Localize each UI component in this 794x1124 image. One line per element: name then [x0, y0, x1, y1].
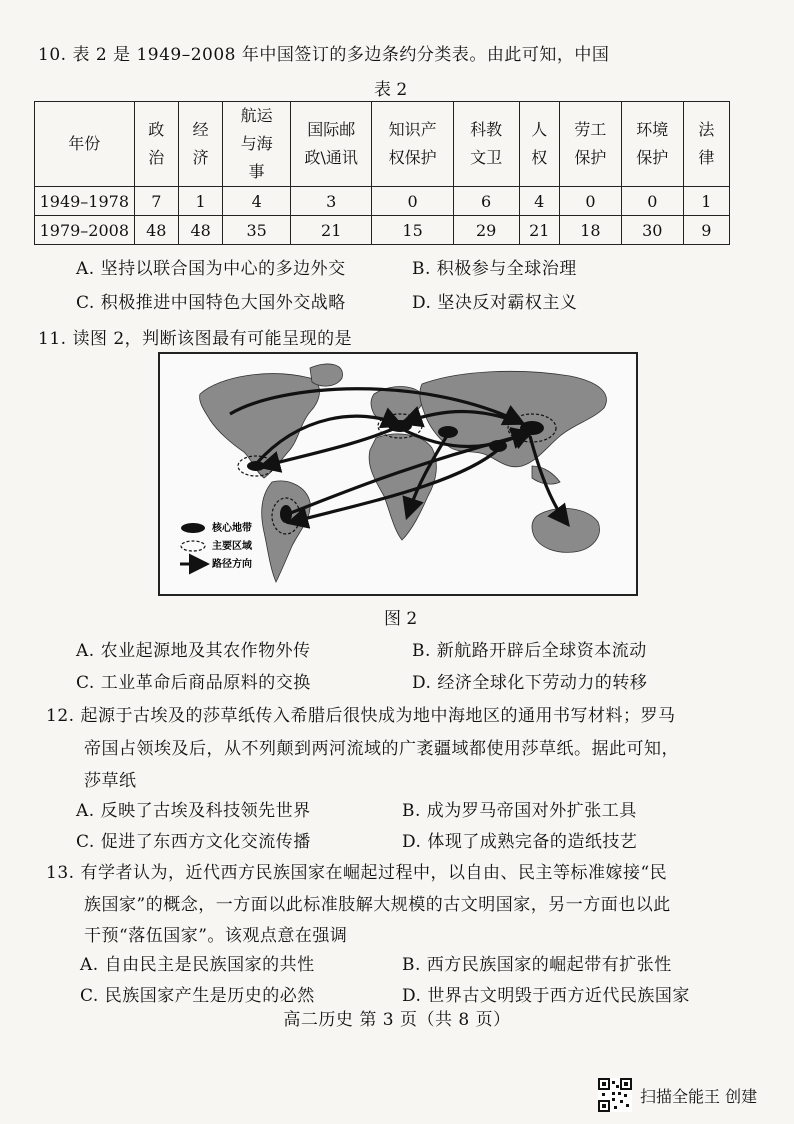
table-cell: 0 [559, 187, 621, 216]
table-header-line: 法 [698, 120, 715, 139]
table-cell: 1949–1978 [35, 187, 135, 216]
q11-stem: 11. 读图 2，判断该图最有可能呈现的是 [38, 329, 353, 349]
table-header-line: 文卫 [470, 148, 503, 167]
table-header-line: 保护 [574, 148, 607, 167]
australia-shape [532, 508, 600, 552]
q13-option-c: C. 民族国家产生是历史的必然 [80, 986, 315, 1006]
table-cell: 0 [372, 187, 453, 216]
table-header-cell [35, 102, 135, 187]
table-cell: 0 [621, 187, 683, 216]
q10-option-c: C. 积极推进中国特色大国外交战略 [76, 293, 346, 313]
table-cell: 6 [453, 187, 519, 216]
table-header-line: 年份 [68, 134, 101, 153]
q12-stem-line-1: 12. 起源于古埃及的莎草纸传入希腊后很快成为地中海地区的通用书写材料；罗马 [46, 706, 676, 726]
table-cell: 4 [223, 187, 291, 216]
map-legend [180, 521, 253, 570]
table-cell: 9 [683, 216, 729, 245]
q11-option-c: C. 工业革命后商品原料的交换 [76, 673, 311, 693]
table-body [35, 187, 730, 245]
table-header-cell [683, 102, 729, 187]
table-header-line: 环境 [636, 120, 669, 139]
table-cell: 21 [291, 216, 372, 245]
table-header-line: 政 [148, 120, 165, 139]
table-cell: 29 [453, 216, 519, 245]
table-header-line: 事 [248, 162, 265, 181]
scanner-watermark [598, 1078, 757, 1112]
table-header-line: 劳工 [574, 120, 607, 139]
q10-option-a: A. 坚持以联合国为中心的多边外交 [76, 259, 346, 279]
legend-region-label: 主要区域 [212, 541, 252, 552]
table-header-line: 保护 [636, 148, 669, 167]
q12-option-b: B. 成为罗马帝国对外扩张工具 [402, 801, 637, 821]
table-header-cell [519, 102, 559, 187]
table-cell: 1 [178, 187, 222, 216]
table-header-line: 航运 [240, 106, 273, 125]
continents [200, 364, 607, 582]
table-cell: 48 [134, 216, 178, 245]
table-header-line: 律 [698, 148, 715, 167]
table-cell: 1979–2008 [35, 216, 135, 245]
table-header-line: 治 [148, 148, 165, 167]
q13-stem-line-1: 13. 有学者认为，近代西方民族国家在崛起过程中，以自由、民主等标准嫁接“民 [46, 863, 668, 883]
q12-option-d: D. 体现了成熟完备的造纸技艺 [402, 832, 638, 852]
table-header-cell [223, 102, 291, 187]
q12-stem-line-2: 帝国占领埃及后，从不列颠到两河流域的广袤疆域都使用莎草纸。据此可知， [84, 739, 679, 759]
treaty-table [34, 101, 730, 245]
table-cell: 3 [291, 187, 372, 216]
q11-option-d: D. 经济全球化下劳动力的转移 [412, 673, 648, 693]
table-header-cell [453, 102, 519, 187]
page-footer: 高二历史 第 3 页（共 8 页） [283, 1010, 511, 1030]
q12-option-c: C. 促进了东西方文化交流传播 [76, 832, 311, 852]
q12-stem-line-3: 莎草纸 [84, 771, 137, 791]
table-header-cell [134, 102, 178, 187]
table-header-line: 济 [192, 148, 209, 167]
q13-option-d: D. 世界古文明毁于西方近代民族国家 [402, 986, 690, 1006]
table-header-line: 人 [531, 120, 548, 139]
table-header-cell [559, 102, 621, 187]
world-map-figure [158, 352, 638, 596]
table-header-line: 与海 [240, 134, 273, 153]
table-header-cell [178, 102, 222, 187]
south-america-shape [262, 481, 311, 582]
table-header-row [35, 102, 730, 187]
legend-core-symbol [181, 523, 205, 533]
table-cell: 21 [519, 216, 559, 245]
table-cell: 15 [372, 216, 453, 245]
table-cell: 7 [134, 187, 178, 216]
q11-option-b: B. 新航路开辟后全球资本流动 [412, 641, 647, 661]
q13-stem-line-3: 干预“落伍国家”。该观点意在强调 [84, 926, 348, 946]
table-header-line: 科教 [470, 120, 503, 139]
table-header-line: 权保护 [388, 148, 437, 167]
table-cell: 4 [519, 187, 559, 216]
table-header-line: 政\通讯 [304, 148, 358, 167]
table-cell: 18 [559, 216, 621, 245]
q12-option-a: A. 反映了古埃及科技领先世界 [76, 801, 311, 821]
figure-caption: 图 2 [384, 609, 418, 629]
qr-code-icon [598, 1078, 632, 1112]
table-header-line: 国际邮 [307, 120, 356, 139]
world-map [160, 354, 636, 594]
table-header-line: 权 [531, 148, 548, 167]
legend-core-label: 核心地带 [212, 523, 252, 534]
table-header-cell [372, 102, 453, 187]
q11-option-a: A. 农业起源地及其农作物外传 [76, 641, 311, 661]
scanner-label: 扫描全能王 创建 [640, 1086, 758, 1106]
greenland-shape [310, 364, 343, 386]
q10-option-b: B. 积极参与全球治理 [412, 259, 577, 279]
legend-region-symbol [181, 541, 205, 551]
q13-option-b: B. 西方民族国家的崛起带有扩张性 [402, 955, 672, 975]
table-header-line: 经 [192, 120, 209, 139]
table-row [35, 216, 730, 245]
table-row [35, 187, 730, 216]
table-cell: 30 [621, 216, 683, 245]
table-caption: 表 2 [374, 80, 408, 100]
table-cell: 1 [683, 187, 729, 216]
table-cell: 48 [178, 216, 222, 245]
table-header-cell [291, 102, 372, 187]
q10-option-d: D. 坚决反对霸权主义 [412, 293, 578, 313]
table-header-line: 知识产 [388, 120, 437, 139]
q13-stem-line-2: 族国家”的概念，一方面以此标准肢解大规模的古文明国家，另一方面也以此 [84, 895, 671, 915]
legend-path-label: 路径方向 [212, 559, 252, 570]
q10-stem: 10. 表 2 是 1949–2008 年中国签订的多边条约分类表。由此可知，中国 [38, 45, 610, 65]
table-header-cell [621, 102, 683, 187]
q13-option-a: A. 自由民主是民族国家的共性 [80, 955, 315, 975]
table-cell: 35 [223, 216, 291, 245]
